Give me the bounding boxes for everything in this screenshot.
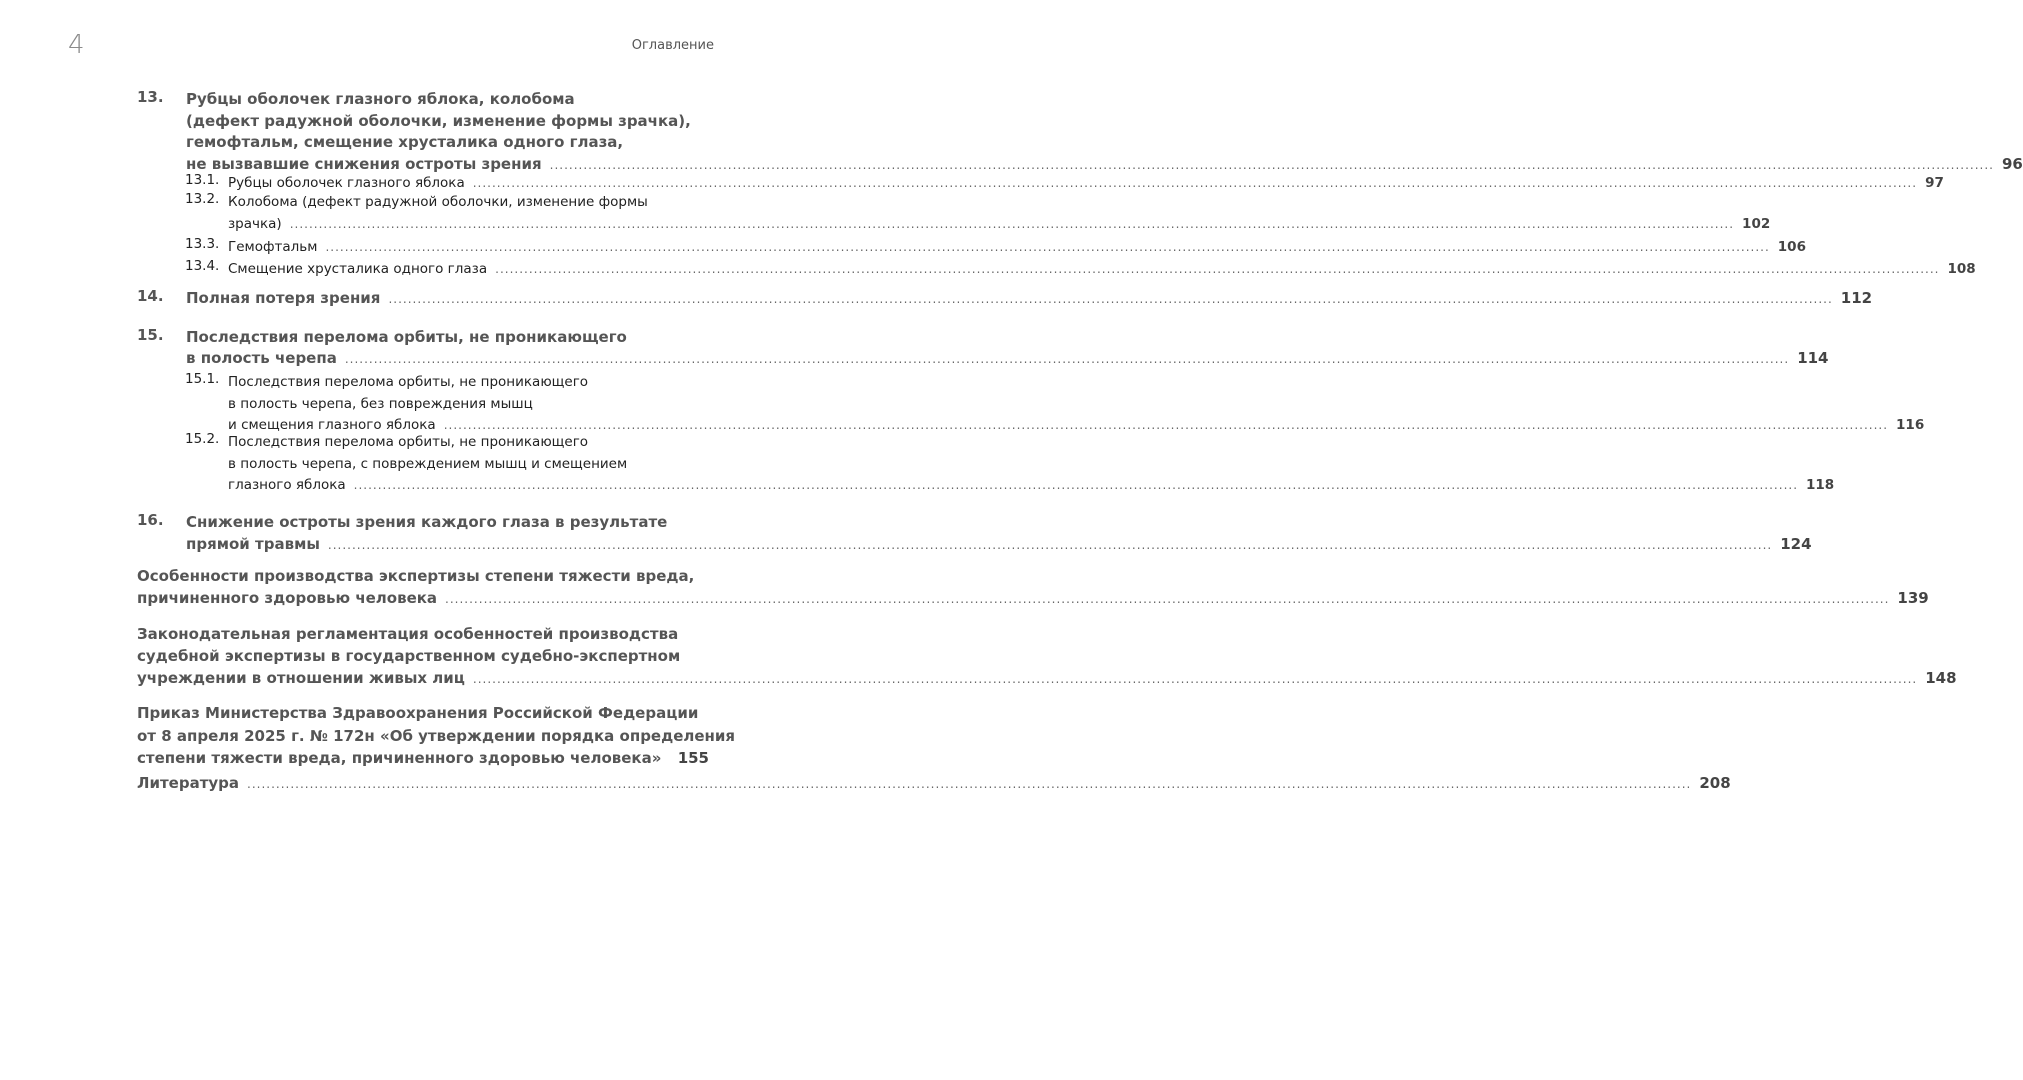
toc-entry-text: от 8 апреля 2025 г. № 172н «Об утверждении порядка определения	[137, 726, 736, 745]
toc-entry-text: Последствия перелома орбиты, не проникающего	[228, 374, 589, 390]
dot-leader: ............................................................................................................................................................................................................................................................................................................	[344, 352, 1790, 366]
toc-entry-text: Полная потеря зрения	[186, 289, 381, 307]
toc-entry-text: Рубцы оболочек глазного яблока	[228, 175, 465, 191]
toc-entry-page: 155	[677, 749, 709, 767]
toc-entry-text: Литература	[137, 774, 240, 792]
dot-leader: ............................................................................................................................................................................................................................................................................................................	[495, 262, 1940, 276]
toc-entry-text: в полость черепа	[186, 349, 337, 367]
toc-entry-text: глазного яблока	[228, 477, 346, 493]
toc-entry-page: 106	[1777, 239, 1806, 255]
dot-leader: ............................................................................................................................................................................................................................................................................................................	[388, 292, 1833, 306]
toc-entry-text: и смещения глазного яблока	[228, 417, 436, 433]
toc-entry-number: 16.	[137, 511, 164, 529]
dot-leader: ............................................................................................................................................................................................................................................................................................................	[445, 592, 1890, 606]
toc-entry-text: Последствия перелома орбиты, не проникающего	[228, 434, 589, 450]
toc-entry-text: учреждении в отношении живых лиц	[137, 669, 465, 687]
toc-entry-page: 208	[1699, 774, 1731, 792]
dot-leader: ............................................................................................................................................................................................................................................................................................................	[327, 538, 1773, 552]
toc-entry-text: в полость черепа, с повреждением мышц и смещением	[228, 455, 628, 472]
toc-entry-page: 112	[1840, 289, 1873, 307]
toc-entry-text: Гемофтальм	[228, 239, 318, 255]
toc-entry-page: 148	[1925, 669, 1957, 687]
toc-entry-text: Приказ Министерства Здравоохранения Российской Федерации	[137, 704, 699, 722]
toc-entry-page: 116	[1896, 417, 1925, 433]
toc-entry-number: 13.1.	[185, 172, 220, 188]
toc-entry-number: 15.2.	[185, 431, 220, 447]
toc-entry-text: Колобома (дефект радужной оболочки, изменение формы	[228, 194, 648, 210]
toc-entry-text: Законодательная регламентация особенностей производства	[137, 625, 679, 643]
toc-entry-page: 108	[1947, 261, 1976, 277]
toc-entry-number: 15.1.	[185, 371, 220, 387]
toc-entry-text: гемофтальм, смещение хрусталика одного глаза,	[186, 133, 624, 151]
toc-entry-text: в полость черепа, без повреждения мышц	[228, 395, 533, 412]
toc-entry-number: 15.	[137, 326, 164, 344]
toc-entry-page: 114	[1797, 349, 1829, 367]
toc-entry-number: 14.	[137, 287, 164, 305]
toc-entry-number: 13.3.	[185, 236, 220, 252]
toc-entry-text: судебной экспертизы в государственном судебно-экспертном	[137, 647, 681, 665]
toc-entry-page: 97	[1925, 175, 1944, 191]
toc-entry-text: Последствия перелома орбиты, не проникающего	[186, 328, 627, 346]
dot-leader: ............................................................................................................................................................................................................................................................................................................	[325, 240, 1770, 254]
dot-leader: ............................................................................................................................................................................................................................................................................................................	[289, 216, 1735, 231]
toc-entry-page: 118	[1806, 477, 1835, 493]
page-number: 4	[68, 30, 85, 60]
toc-entry-text: прямой травмы	[186, 535, 320, 553]
dot-leader: ............................................................................................................................................................................................................................................................................................................	[472, 672, 1918, 686]
toc-entry-page: 124	[1780, 535, 1812, 553]
toc-entry-text: Особенности производства экспертизы степени тяжести вреда,	[137, 567, 695, 585]
toc-entry-page: 139	[1897, 589, 1929, 607]
toc-entry-page: 96	[2001, 154, 2023, 173]
running-header-title: Оглавление	[631, 38, 714, 53]
toc-entry-text: зрачка)	[228, 215, 282, 232]
toc-entry-text: причиненного здоровью человека	[137, 589, 438, 607]
toc-entry-text: Рубцы оболочек глазного яблока, колобома	[186, 90, 575, 108]
toc-entry-text: степени тяжести вреда, причиненного здоровью человека»	[137, 749, 662, 767]
toc-entry-text: Смещение хрусталика одного глаза	[228, 261, 488, 277]
dot-leader: ............................................................................................................................................................................................................................................................................................................	[353, 478, 1799, 492]
dot-leader: ............................................................................................................................................................................................................................................................................................................	[247, 777, 1692, 791]
toc-entry-number: 13.4.	[185, 258, 220, 274]
toc-entry-number: 13.2.	[185, 191, 220, 207]
dot-leader: ............................................................................................................................................................................................................................................................................................................	[472, 176, 1918, 190]
toc-entry-text: не вызвавшие снижения остроты зрения	[186, 154, 542, 173]
toc-entry-text: (дефект радужной оболочки, изменение формы зрачка),	[186, 111, 691, 130]
dot-leader: ............................................................................................................................................................................................................................................................................................................	[549, 157, 1994, 172]
toc-entry-number: 13.	[137, 88, 164, 106]
dot-leader: ............................................................................................................................................................................................................................................................................................................	[443, 418, 1889, 432]
toc-entry-page: 102	[1742, 215, 1771, 232]
toc-entry-text: Снижение остроты зрения каждого глаза в результате	[186, 513, 668, 531]
